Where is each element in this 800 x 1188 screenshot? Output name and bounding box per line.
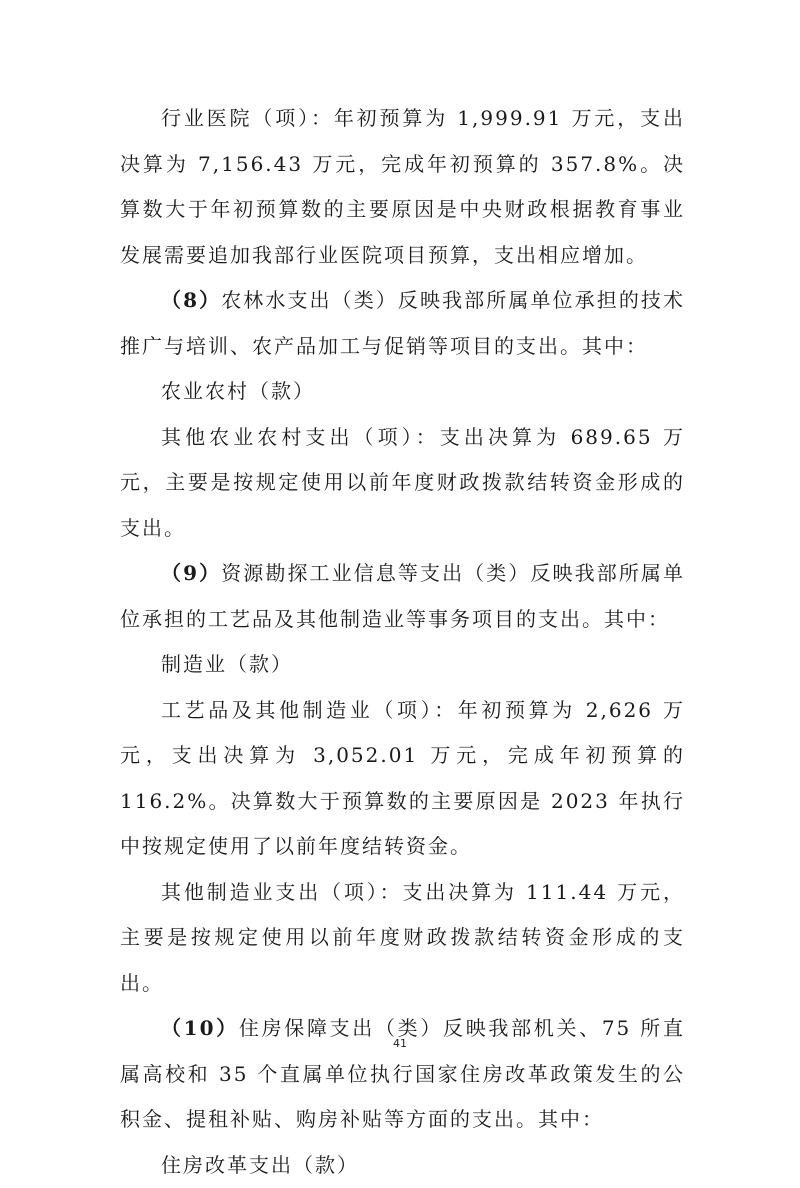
paragraph-text: 资源勘探工业信息等支出（类）反映我部所属单位承担的工艺品及其他制造业等事务项目的支出。其中： xyxy=(120,561,685,631)
section-number: （8） xyxy=(161,288,221,312)
paragraph-hospital-item xyxy=(120,96,685,278)
paragraph-text: 行业医院（项）：年初预算为 1,999.91 万元，支出决算为 7,156.43 万元，完成年初预算的 357.8%。决算数大于年初预算数的主要原因是中央财政根据教育事业发展需要追加我部行业医院项目预算，支出相应增加。 xyxy=(120,106,685,267)
paragraph-section-9 xyxy=(120,551,685,642)
section-number: （10） xyxy=(161,1016,239,1040)
paragraph-text: 住房保障支出（类）反映我部机关、75 所直属高校和 35 个直属单位执行国家住房改革政策发生的公积金、提租补贴、购房补贴等方面的支出。其中： xyxy=(120,1016,685,1131)
paragraph-text: 其他农业农村支出（项）：支出决算为 689.65 万元，主要是按规定使用以前年度财政拨款结转资金形成的支出。 xyxy=(120,425,685,540)
paragraph-agriculture-category xyxy=(120,369,685,415)
paragraph-text: 农林水支出（类）反映我部所属单位承担的技术推广与培训、农产品加工与促销等项目的支出。其中： xyxy=(120,288,685,358)
page-body xyxy=(120,96,685,1188)
paragraph-manufacturing-category xyxy=(120,642,685,688)
paragraph-housing-reform-category xyxy=(120,1143,685,1188)
page-number: 41 xyxy=(0,1037,800,1050)
paragraph-text: 农业农村（款） xyxy=(161,379,315,403)
section-number: （9） xyxy=(161,561,221,585)
paragraph-text: 住房改革支出（款） xyxy=(161,1153,359,1177)
paragraph-section-10 xyxy=(120,1006,685,1143)
paragraph-text: 其他制造业支出（项）：支出决算为 111.44 万元，主要是按规定使用以前年度财政拨款结转资金形成的支出。 xyxy=(120,880,685,995)
paragraph-section-8 xyxy=(120,278,685,369)
paragraph-text: 工艺品及其他制造业（项）：年初预算为 2,626 万元，支出决算为 3,052.01 万元，完成年初预算的 116.2%。决算数大于预算数的主要原因是 2023 年执行中按规定使用了以前年度结转资金。 xyxy=(120,698,685,859)
paragraph-other-agriculture-item xyxy=(120,415,685,552)
paragraph-crafts-item xyxy=(120,688,685,870)
paragraph-text: 制造业（款） xyxy=(161,652,293,676)
paragraph-other-manufacturing-item xyxy=(120,870,685,1007)
